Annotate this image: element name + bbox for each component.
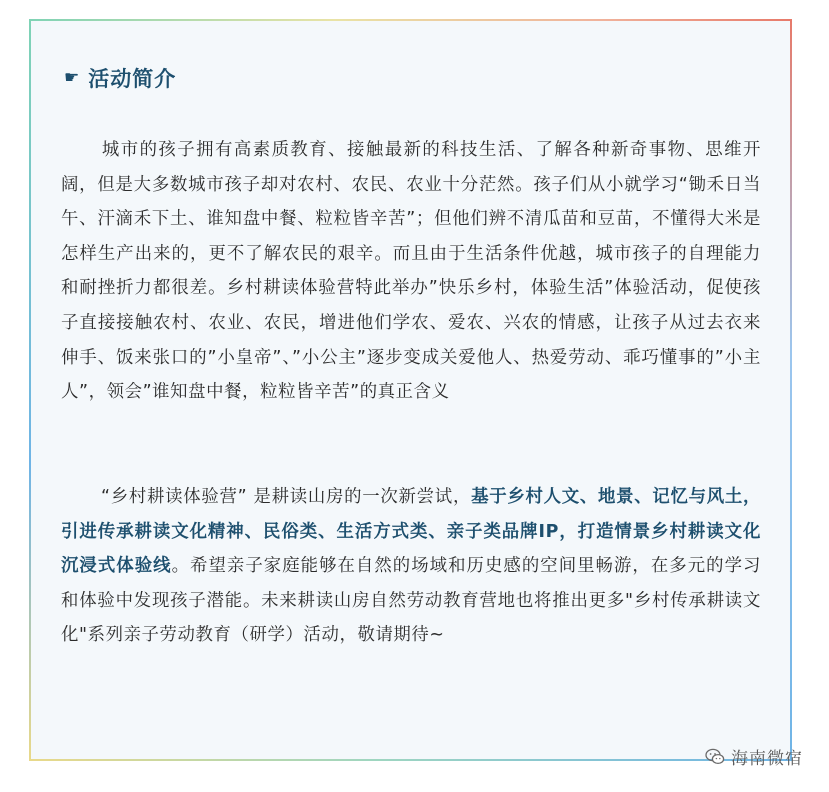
paragraph-2-intro: “乡村耕读体验营” 是耕读山房的一次新尝试， [101, 487, 472, 507]
pointing-hand-icon: ☛ [64, 68, 81, 88]
intro-paragraph-1 [61, 133, 761, 410]
paragraph-2-emphasis: 基于乡村人文、地景、记忆与风土，引进传承耕读文化精神、民俗类、生活方式类、亲子类品牌IP，打造情景乡村耕读文化沉浸式体验线 [61, 487, 762, 577]
content-card [29, 19, 792, 761]
watermark-text: 海南微宿 [731, 749, 803, 769]
card-border-left [29, 19, 31, 761]
section-heading [64, 63, 176, 93]
card-border-bottom [29, 759, 792, 761]
paragraph-2-rest: 。希望亲子家庭能够在自然的场域和历史感的空间里畅游，在多元的学习和体验中发现孩子潜能。未来耕读山房自然劳动教育营地也将推出更多"乡村传承耕读文化"系列亲子劳动教育（研学）活动，敬请期待~ [61, 556, 762, 646]
paragraph-1-text: 城市的孩子拥有高素质教育、接触最新的科技生活、了解各种新奇事物、思维开阔，但是大多数城市孩子却对农村、农民、农业十分茫然。孩子们从小就学习“锄禾日当午、汗滴禾下土、谁知盘中餐、粒粒皆辛苦”；但他们辨不清瓜苗和豆苗，不懂得大米是怎样生产出来的，更不了解农民的艰辛。而且由于生活条件优越，城市孩子的自理能力和耐挫折力都很差。乡村耕读体验营特此举办”快乐乡村，体验生活”体验活动，促使孩子直接接触农村、农业、农民，增进他们学农、爱农、兴农的情感，让孩子从过去衣来伸手、饭来张口的”小皇帝”、”小公主”逐步变成关爱他人、热爱劳动、乖巧懂事的”小主人”，领会”谁知盘中餐，粒粒皆辛苦”的真正含义 [61, 140, 761, 403]
account-watermark [705, 744, 803, 769]
section-heading-text: 活动简介 [88, 67, 177, 91]
card-border-top [29, 19, 792, 21]
intro-paragraph-2 [61, 480, 761, 653]
wechat-icon [705, 748, 725, 766]
card-border-right [790, 19, 792, 761]
